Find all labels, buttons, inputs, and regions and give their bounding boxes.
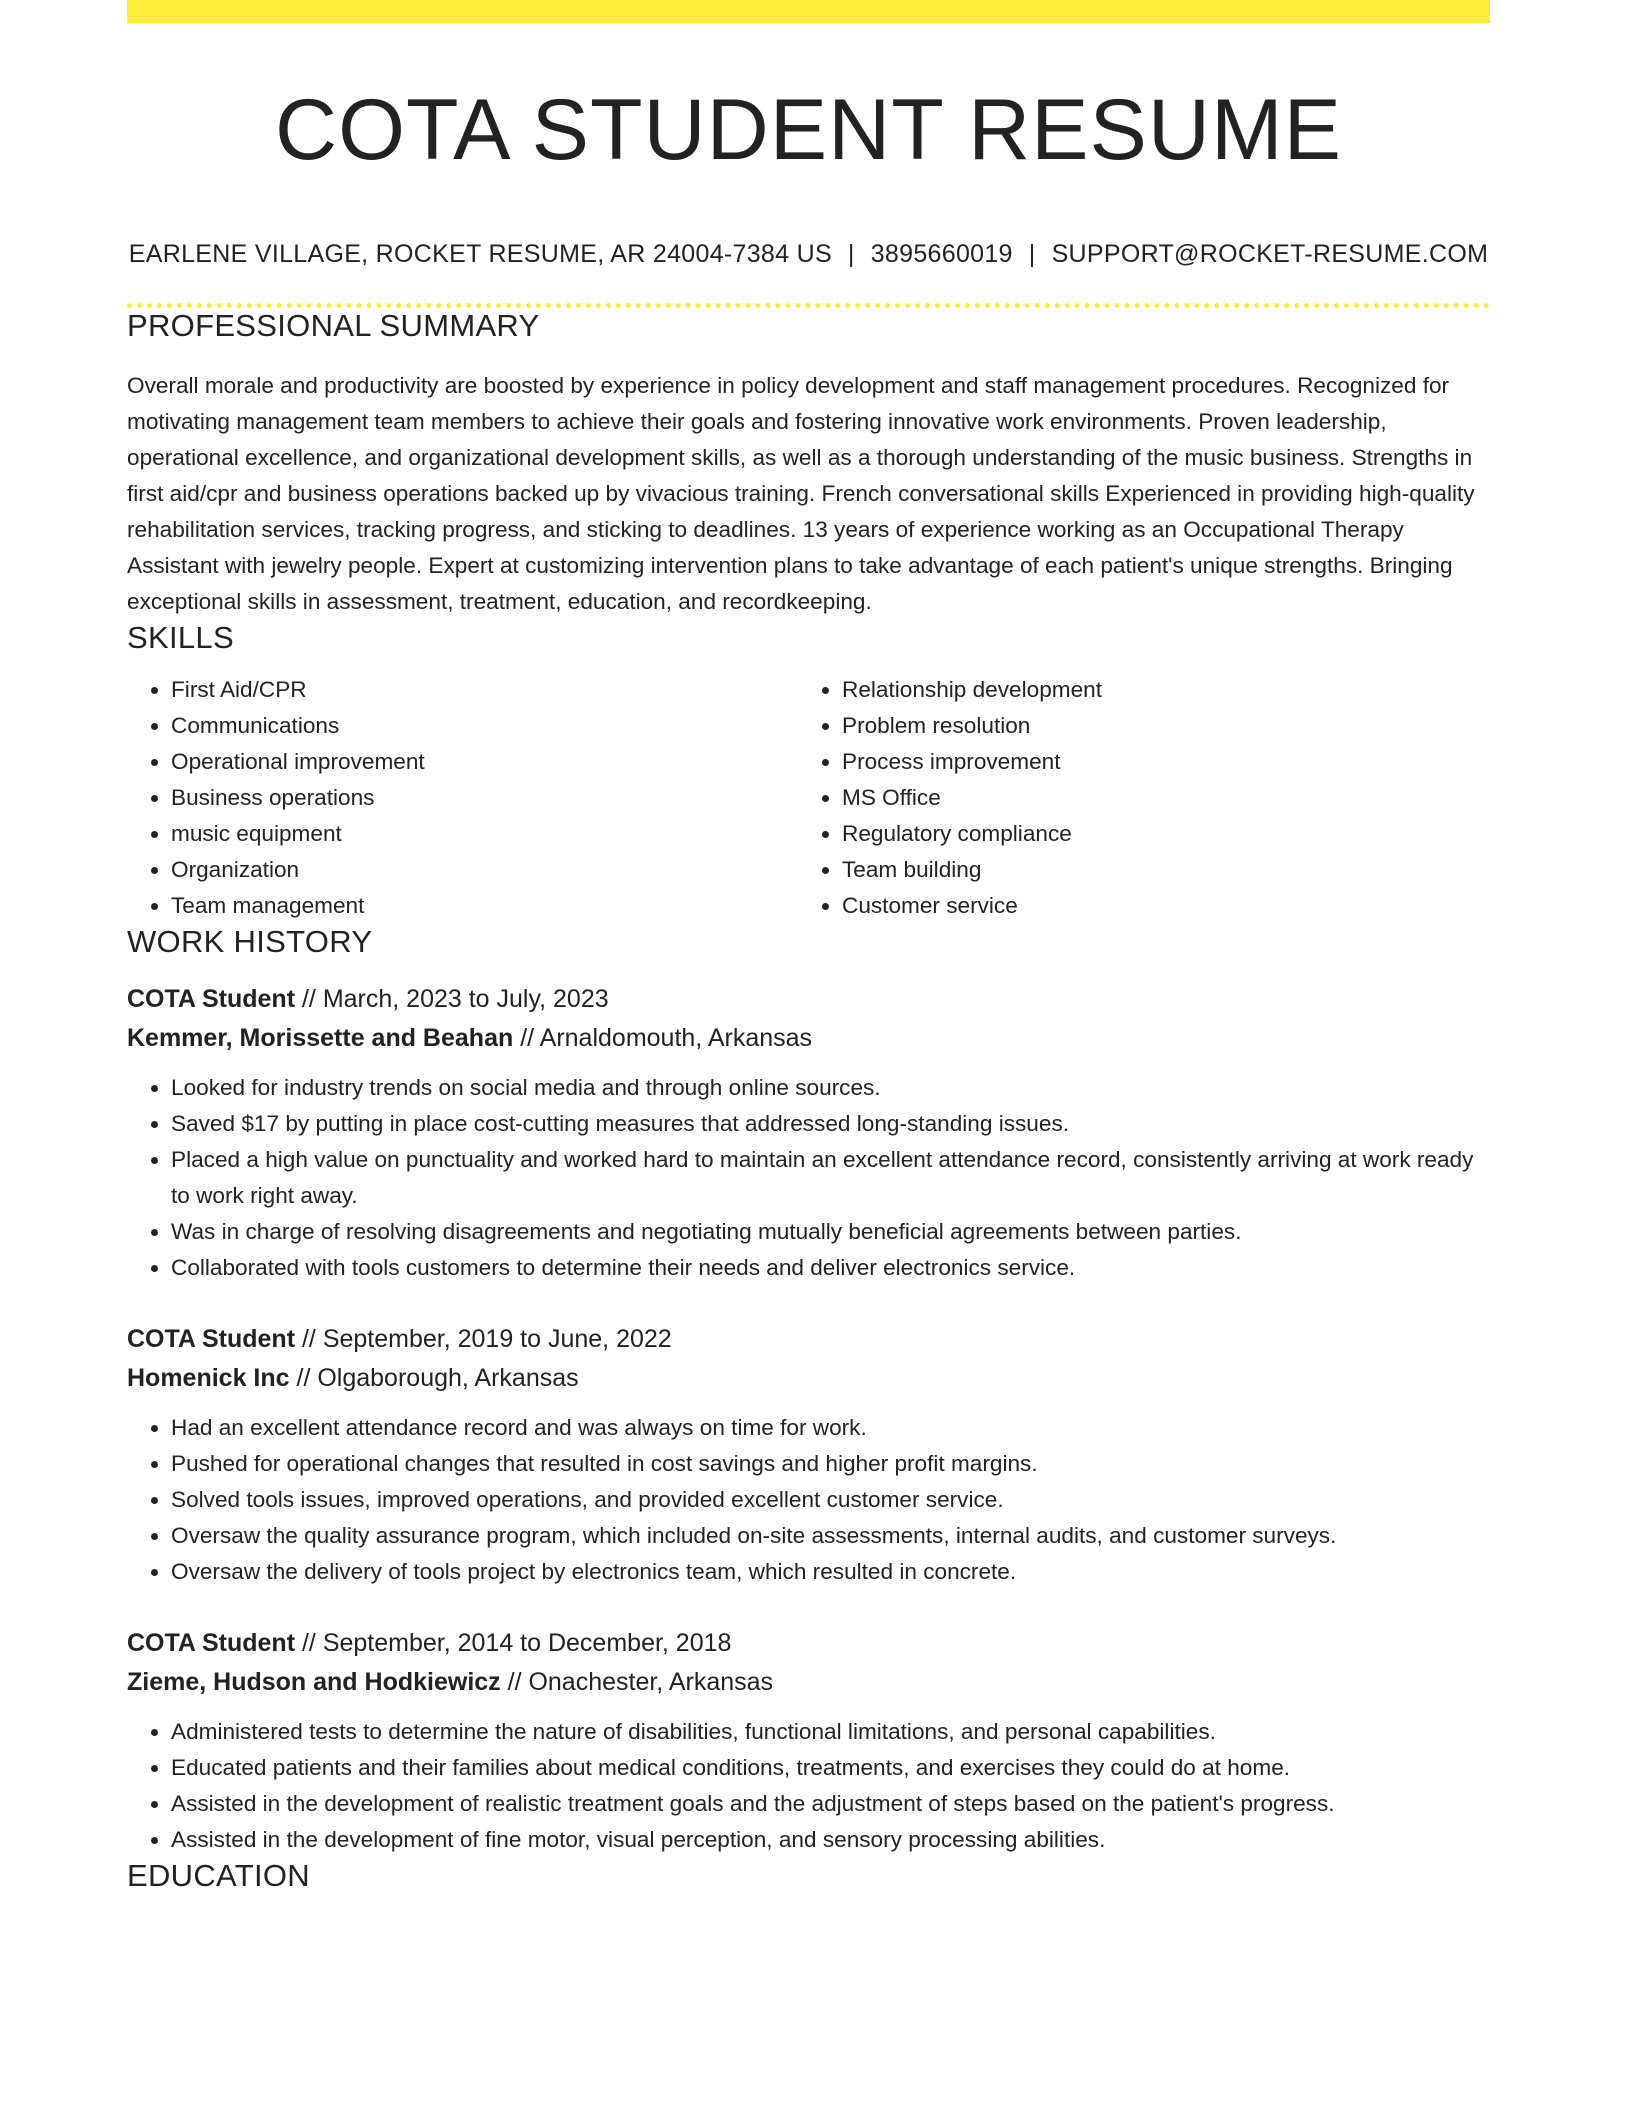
skill-item: • Organization	[171, 852, 798, 888]
skill-item: • Customer service	[842, 888, 1469, 924]
job-bullets	[127, 1410, 1490, 1590]
accent-bar	[127, 0, 1490, 23]
skill-item: • Team building	[842, 852, 1469, 888]
job-company: Homenick Inc	[127, 1363, 290, 1392]
skill-item: • Communications	[171, 708, 798, 744]
skills-list	[127, 672, 1490, 924]
job-dates: // March, 2023 to July, 2023	[295, 984, 609, 1013]
job-company: Zieme, Hudson and Hodkiewicz	[127, 1667, 501, 1696]
skill-item: • music equipment	[171, 816, 798, 852]
job-bullet: • Had an excellent attendance record and was always on time for work.	[171, 1410, 1490, 1446]
job-location: // Arnaldomouth, Arkansas	[513, 1023, 813, 1052]
job-company: Kemmer, Morissette and Beahan	[127, 1023, 514, 1052]
job-bullet: • Oversaw the delivery of tools project by electronics team, which resulted in concrete.	[171, 1554, 1490, 1590]
job-title-line	[127, 1624, 1490, 1663]
job-company-line	[127, 1359, 1490, 1398]
skills-column-left	[127, 672, 798, 924]
skill-item: • First Aid/CPR	[171, 672, 798, 708]
job-company-line	[127, 1019, 1490, 1058]
job-title: COTA Student	[127, 984, 296, 1013]
job-bullet: • Administered tests to determine the nature of disabilities, functional limitations, and personal capabilities.	[171, 1714, 1490, 1750]
job-bullet: • Was in charge of resolving disagreements and negotiating mutually beneficial agreements between parties.	[171, 1214, 1490, 1250]
job-title-line	[127, 1320, 1490, 1359]
contact-address: EARLENE VILLAGE, ROCKET RESUME, AR 24004-7384 US	[128, 239, 832, 268]
skill-item: • Relationship development	[842, 672, 1469, 708]
job-bullet: • Oversaw the quality assurance program, which included on-site assessments, internal audits, and customer surveys.	[171, 1518, 1490, 1554]
resume-title: COTA STUDENT RESUME	[274, 82, 1343, 178]
skill-item: • Regulatory compliance	[842, 816, 1469, 852]
job-bullet: • Collaborated with tools customers to determine their needs and deliver electronics service.	[171, 1250, 1490, 1286]
job-title-line	[127, 980, 1490, 1019]
summary-heading: PROFESSIONAL SUMMARY	[127, 307, 540, 343]
job-bullet: • Saved $17 by putting in place cost-cutting measures that addressed long-standing issues.	[171, 1106, 1490, 1142]
job-bullet: • Educated patients and their families about medical conditions, treatments, and exercises they could do at home.	[171, 1750, 1490, 1786]
summary-text: Overall morale and productivity are boosted by experience in policy development and staff management procedures. Recognized for motivating management team members to achieve their goals and fostering innovative work environments. Proven leadership, operational excellence, and organizational development skills, as well as a thorough understanding of the music business. Strengths in first aid/cpr and business operations backed up by vivacious training. French conversational skills Experienced in providing high-quality rehabilitation services, tracking progress, and sticking to deadlines. 13 years of experience working as an Occupational Therapy Assistant with jewelry people. Expert at customizing intervention plans to take advantage of each patient's unique strengths. Bringing exceptional skills in assessment, treatment, education, and recordkeeping.	[127, 372, 1475, 614]
skill-item: • Team management	[171, 888, 798, 924]
resume-page	[127, 0, 1490, 1894]
work-history-heading: WORK HISTORY	[127, 923, 373, 959]
job-location: // Olgaborough, Arkansas	[289, 1363, 579, 1392]
job-bullet: • Solved tools issues, improved operations, and provided excellent customer service.	[171, 1482, 1490, 1518]
job-dates: // September, 2019 to June, 2022	[295, 1324, 672, 1353]
contact-separator: |	[1028, 239, 1036, 268]
education-heading: EDUCATION	[127, 1857, 310, 1893]
job-bullets	[127, 1070, 1490, 1286]
job-title: COTA Student	[127, 1324, 296, 1353]
job-bullet: • Looked for industry trends on social media and through online sources.	[171, 1070, 1490, 1106]
job-location: // Onachester, Arkansas	[500, 1667, 774, 1696]
job-bullet: • Assisted in the development of fine motor, visual perception, and sensory processing abilities.	[171, 1822, 1490, 1858]
skill-item: • Process improvement	[842, 744, 1469, 780]
skill-item: • Business operations	[171, 780, 798, 816]
skills-heading: SKILLS	[127, 619, 234, 655]
job-bullet: • Assisted in the development of realistic treatment goals and the adjustment of steps based on the patient's progress.	[171, 1786, 1490, 1822]
contact-email: SUPPORT@ROCKET-RESUME.COM	[1051, 239, 1489, 268]
job-bullet: • Pushed for operational changes that resulted in cost savings and higher profit margins.	[171, 1446, 1490, 1482]
job-bullet: • Placed a high value on punctuality and worked hard to maintain an excellent attendance record, consistently arriving at work ready to work right away.	[171, 1142, 1490, 1214]
skill-item: • Problem resolution	[842, 708, 1469, 744]
job-entry	[127, 1320, 1490, 1590]
job-dates: // September, 2014 to December, 2018	[295, 1628, 732, 1657]
skill-item: • Operational improvement	[171, 744, 798, 780]
contact-phone: 3895660019	[870, 239, 1013, 268]
skills-column-right	[798, 672, 1469, 924]
job-company-line	[127, 1663, 1490, 1702]
contact-separator: |	[847, 239, 855, 268]
contact-line	[127, 240, 1490, 269]
job-entry	[127, 980, 1490, 1286]
job-bullets	[127, 1714, 1490, 1858]
job-title: COTA Student	[127, 1628, 296, 1657]
job-entry	[127, 1624, 1490, 1858]
skill-item: • MS Office	[842, 780, 1469, 816]
